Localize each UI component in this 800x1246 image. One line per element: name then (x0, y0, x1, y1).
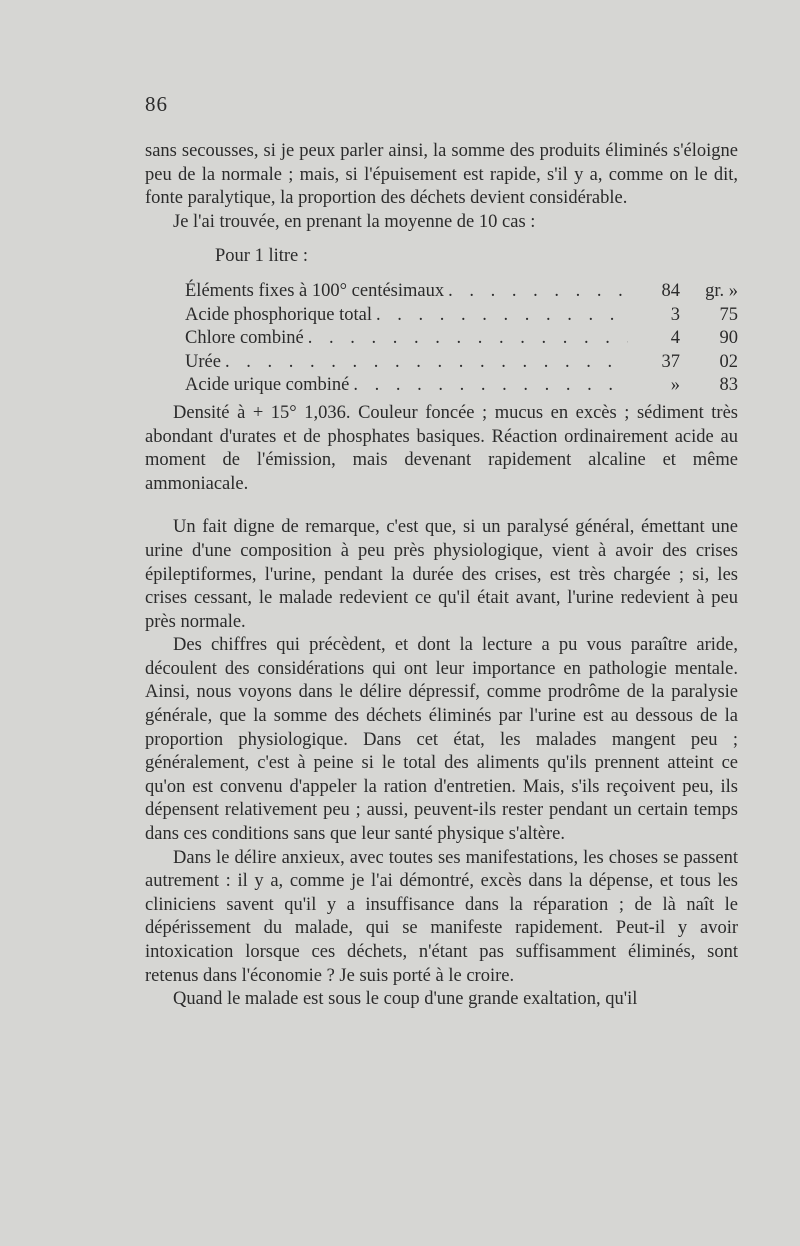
urine-composition-table (185, 280, 738, 398)
paragraph-7: Quand le malade est sous le coup d'une grande exaltation, qu'il (173, 989, 638, 1010)
paragraph-3: Densité à + 15° 1,036. Couleur foncée ; mucus en excès ; sédiment très abondant d'urates et de phosphates basiques. Réaction ordinairement acide au moment de l'émission, mais devenant rapidement alcaline et même ammoniacale. (145, 402, 738, 494)
row-value-fraction: 90 (719, 328, 738, 349)
leader-dots (349, 374, 628, 398)
row-label: Éléments fixes à 100° centésimaux (185, 280, 445, 301)
table-row (185, 280, 738, 304)
row-value-main: 4 (670, 328, 680, 349)
page-body (145, 140, 738, 1012)
leader-dots (372, 304, 628, 328)
table-caption: Pour 1 litre : (215, 246, 309, 267)
paragraph-2: Je l'ai trouvée, en prenant la moyenne de 10 cas : (173, 211, 536, 232)
table-row (185, 351, 738, 375)
paragraph-5: Des chiffres qui précèdent, et dont la lecture a pu vous paraître aride, découlent des considérations qui ont leur importance en pathologie mentale. Ainsi, nous voyons dans le délire dépressif, comme prodrôme de la paralysie générale, que la somme des déchets éliminés par l'urine est au dessous de la proportion physiologique. Dans cet état, les malades mangent peu ; généralement, c'est à peine si le total des aliments qu'ils prennent atteint ce qu'on est convenu d'appeler la ration d'entretien. Mais, s'ils reçoivent peu, ils dépensent relativement peu ; aussi, peuvent-ils rester pendant un certain temps dans ces conditions sans que leur santé physique s'altère. (145, 635, 738, 845)
row-value-fraction: 02 (719, 351, 738, 372)
table-row (185, 374, 738, 398)
row-label: Chlore combiné (185, 328, 304, 349)
page-number: 86 (145, 92, 168, 116)
row-label: Acide phosphorique total (185, 304, 373, 325)
table-row (185, 327, 738, 351)
leader-dots (444, 280, 628, 304)
paragraph-4: Un fait digne de remarque, c'est que, si un paralysé général, émettant une urine d'une composition à peu près physiologique, vient à avoir des crises épileptiformes, l'urine, pendant la durée des crises, est très chargée ; si, les crises cessant, le malade redevient ce qu'il était avant, l'urine redevient à peu près normale. (145, 517, 738, 632)
row-value-main: 84 (661, 280, 680, 301)
row-label: Acide urique combiné (185, 375, 350, 396)
row-value-main: » (670, 375, 680, 396)
leader-dots (221, 351, 628, 375)
row-value-fraction: 83 (719, 375, 738, 396)
paragraph-6: Dans le délire anxieux, avec toutes ses manifestations, les choses se passent autrement : il y a, comme je l'ai démontré, excès dans la dépense, et tous les cliniciens savent qu'il y a insuffisance dans la réparation ; de là naît le dépérissement du malade, qui se manifeste rapidement. Peut-il y avoir intoxication lorsque ces déchets, n'étant pas suffisamment éliminés, sont retenus dans l'économie ? Je suis porté à le croire. (145, 847, 738, 986)
row-value-main: 37 (661, 351, 680, 372)
row-value-fraction: 75 (719, 304, 738, 325)
paragraph-1: sans secousses, si je peux parler ainsi, la somme des produits éliminés s'éloigne peu de la normale ; mais, si l'épuisement est rapide, s'il y a, comme on le dit, fonte paralytique, la proportion des déchets devient considérable. (145, 141, 738, 209)
table-row (185, 304, 738, 328)
row-label: Urée (185, 351, 221, 372)
row-value-fraction: gr. » (705, 280, 738, 301)
leader-dots (304, 327, 628, 351)
row-value-main: 3 (670, 304, 680, 325)
